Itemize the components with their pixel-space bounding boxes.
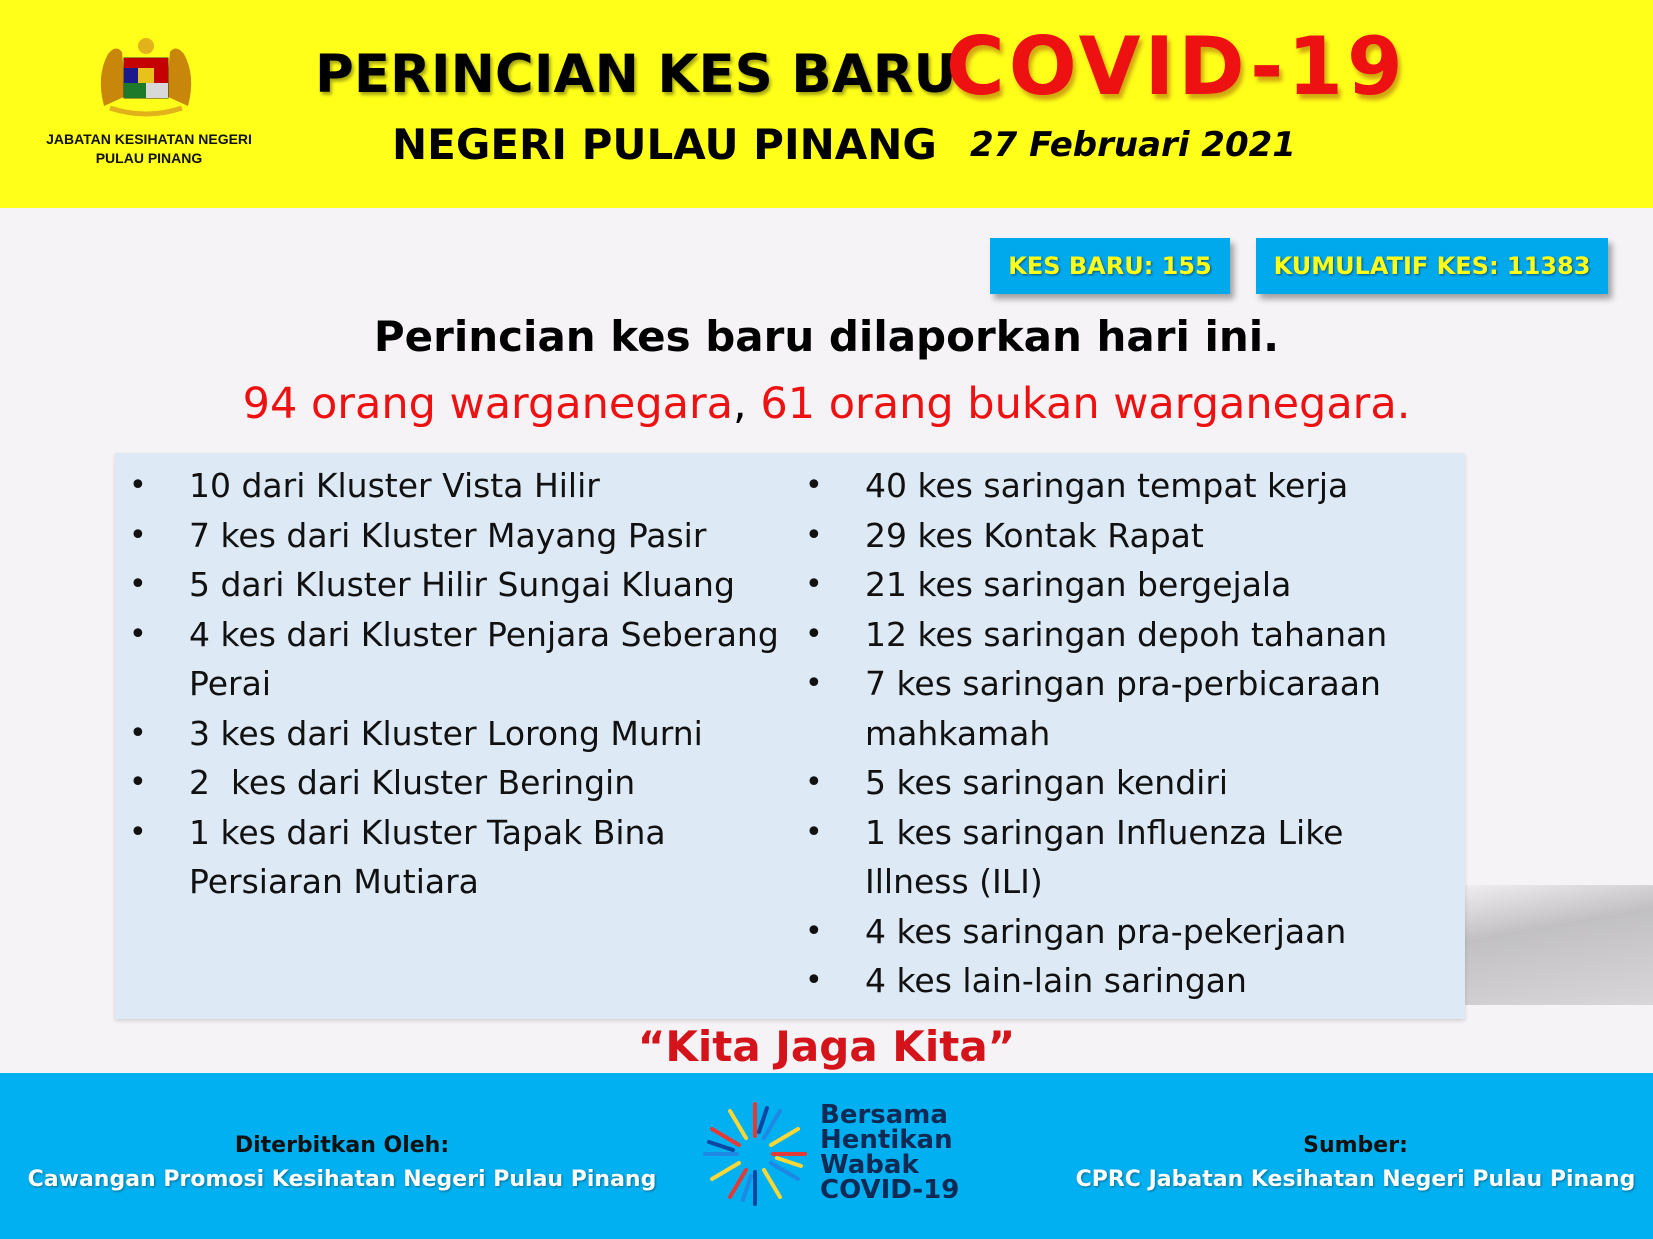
bullet: • [129, 468, 147, 503]
bullet: • [805, 666, 823, 701]
source-label: Sumber: [1303, 1133, 1408, 1158]
campaign-line3: Wabak [820, 1150, 919, 1180]
bullet: • [805, 913, 823, 949]
list-item: • 40 kes saringan tempat kerja [805, 461, 1455, 511]
report-date: 27 Februari 2021 [970, 125, 1296, 165]
page-title: PERINCIAN KES BARU [315, 44, 957, 105]
list-item: • 29 kes Kontak Rapat [805, 511, 1455, 561]
campaign-line4: COVID-19 [820, 1175, 960, 1205]
campaign-line2: Hentikan [820, 1125, 953, 1155]
count-separator: , [733, 379, 747, 429]
bullet: • [805, 468, 823, 503]
list-item: • 1 kes dari Kluster Tapak Bina Persiaran Mutiara [129, 808, 789, 907]
bullet: • [129, 517, 147, 553]
bullet: • [129, 567, 147, 602]
published-label: Diterbitkan Oleh: [234, 1133, 450, 1158]
list-item: • 3 kes dari Kluster Lorong Murni [129, 709, 789, 759]
footer-banner [0, 1073, 1653, 1239]
summary-heading: Perincian kes baru dilaporkan hari ini. [373, 312, 1280, 361]
citizen-count: 94 orang warganegara [242, 379, 733, 429]
list-item: • 12 kes saringan depoh tahanan [805, 610, 1455, 660]
new-cases-badge: KES BARU: 155 [990, 238, 1230, 294]
list-item: • 4 kes saringan pra-pekerjaan [805, 907, 1455, 957]
campaign-line1: Bersama [820, 1100, 948, 1130]
bullet: • [129, 814, 147, 850]
state-title: NEGERI PULAU PINANG [392, 120, 937, 169]
list-item: • 5 kes saringan kendiri [805, 758, 1455, 808]
department-line2: PULAU PINANG [95, 150, 203, 166]
count-end: . [1396, 379, 1411, 429]
case-counts [0, 379, 1653, 429]
covid-title: COVID-19 [946, 20, 1407, 113]
list-item: • 21 kes saringan bergejala [805, 560, 1455, 610]
cluster-list [129, 461, 789, 907]
bullet: • [129, 765, 147, 800]
list-item: • 10 dari Kluster Vista Hilir [129, 461, 789, 511]
details-panel [115, 453, 1465, 1019]
bullet: • [805, 567, 823, 602]
department-line1: JABATAN KESIHATAN NEGERI [46, 131, 252, 147]
header-banner [0, 0, 1653, 208]
campaign-logo-text [820, 1100, 960, 1205]
coat-of-arms-icon [86, 36, 206, 120]
bullet: • [805, 517, 823, 553]
motto: “Kita Jaga Kita” [637, 1022, 1016, 1071]
bullet: • [129, 715, 147, 751]
publisher: Cawangan Promosi Kesihatan Negeri Pulau Pinang [27, 1167, 657, 1192]
list-item: • 7 kes saringan pra-perbicaraan mahkamah [805, 659, 1455, 758]
department-name [24, 130, 274, 168]
bullet: • [805, 963, 823, 998]
non-citizen-count: 61 orang bukan warganegara [760, 379, 1397, 429]
screening-list [805, 461, 1455, 1006]
bullet: • [805, 814, 823, 850]
campaign-burst-icon [700, 1099, 810, 1209]
list-item: • 2 kes dari Kluster Beringin [129, 758, 789, 808]
bullet: • [805, 765, 823, 800]
bullet: • [129, 616, 147, 652]
list-item: • 7 kes dari Kluster Mayang Pasir [129, 511, 789, 561]
list-item: • 5 dari Kluster Hilir Sungai Kluang [129, 560, 789, 610]
list-item: • 4 kes dari Kluster Penjara Seberang Perai [129, 610, 789, 709]
bullet: • [805, 616, 823, 652]
list-item: • 1 kes saringan Influenza Like Illness (ILI) [805, 808, 1455, 907]
list-item: • 4 kes lain-lain saringan [805, 956, 1455, 1006]
source-name: CPRC Jabatan Kesihatan Negeri Pulau Pinang [1075, 1167, 1636, 1192]
cumulative-cases-badge: KUMULATIF KES: 11383 [1256, 238, 1608, 294]
